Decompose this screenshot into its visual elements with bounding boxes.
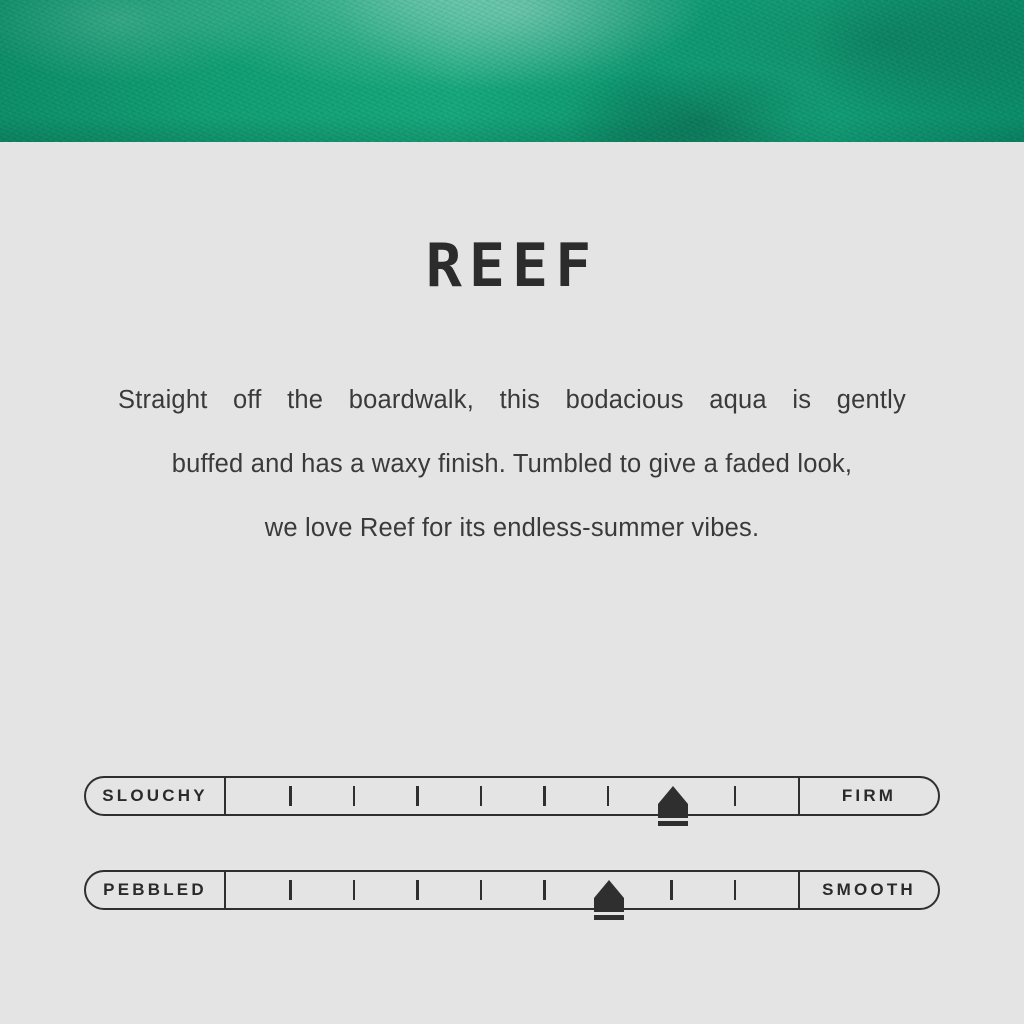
scale-texture-ticks	[226, 872, 798, 908]
tick	[480, 880, 483, 900]
color-description	[112, 368, 912, 560]
scale-texture	[0, 866, 1024, 940]
tick	[416, 786, 419, 806]
tick	[353, 786, 356, 806]
marker-foot	[594, 915, 624, 920]
tick	[734, 880, 737, 900]
scale-texture-marker[interactable]	[594, 880, 624, 920]
description-line-2: buffed and has a waxy finish. Tumbled to give a faded look,	[171, 450, 853, 478]
tick	[416, 880, 419, 900]
tick	[353, 880, 356, 900]
scale-texture-right-label: SMOOTH	[798, 872, 938, 908]
scale-structure-marker[interactable]	[658, 786, 688, 826]
marker-foot	[658, 821, 688, 826]
marker-head-icon	[658, 786, 688, 804]
tick	[670, 880, 673, 900]
page-title: REEF	[425, 231, 599, 301]
tick	[289, 880, 292, 900]
scale-structure-track[interactable]	[84, 776, 940, 816]
scale-structure-ticks	[226, 778, 798, 814]
marker-head-icon	[594, 880, 624, 898]
tick	[289, 786, 292, 806]
scale-texture-left-label: PEBBLED	[86, 872, 226, 908]
tick	[734, 786, 737, 806]
swatch-bottom-shade	[0, 116, 1024, 142]
scale-structure-left-label: SLOUCHY	[86, 778, 226, 814]
tick	[480, 786, 483, 806]
tick	[543, 786, 546, 806]
description-line-3: we love Reef for its endless-summer vibes.	[264, 514, 760, 542]
leather-swatch-image	[0, 0, 1024, 142]
description-line-1: Straight off the boardwalk, this bodacious aqua is gently	[118, 386, 906, 414]
tick	[543, 880, 546, 900]
marker-body	[594, 898, 624, 912]
tick	[607, 786, 610, 806]
attribute-scales	[0, 772, 1024, 940]
scale-texture-track[interactable]	[84, 870, 940, 910]
scale-structure-right-label: FIRM	[798, 778, 938, 814]
marker-body	[658, 804, 688, 818]
scale-structure	[0, 772, 1024, 846]
